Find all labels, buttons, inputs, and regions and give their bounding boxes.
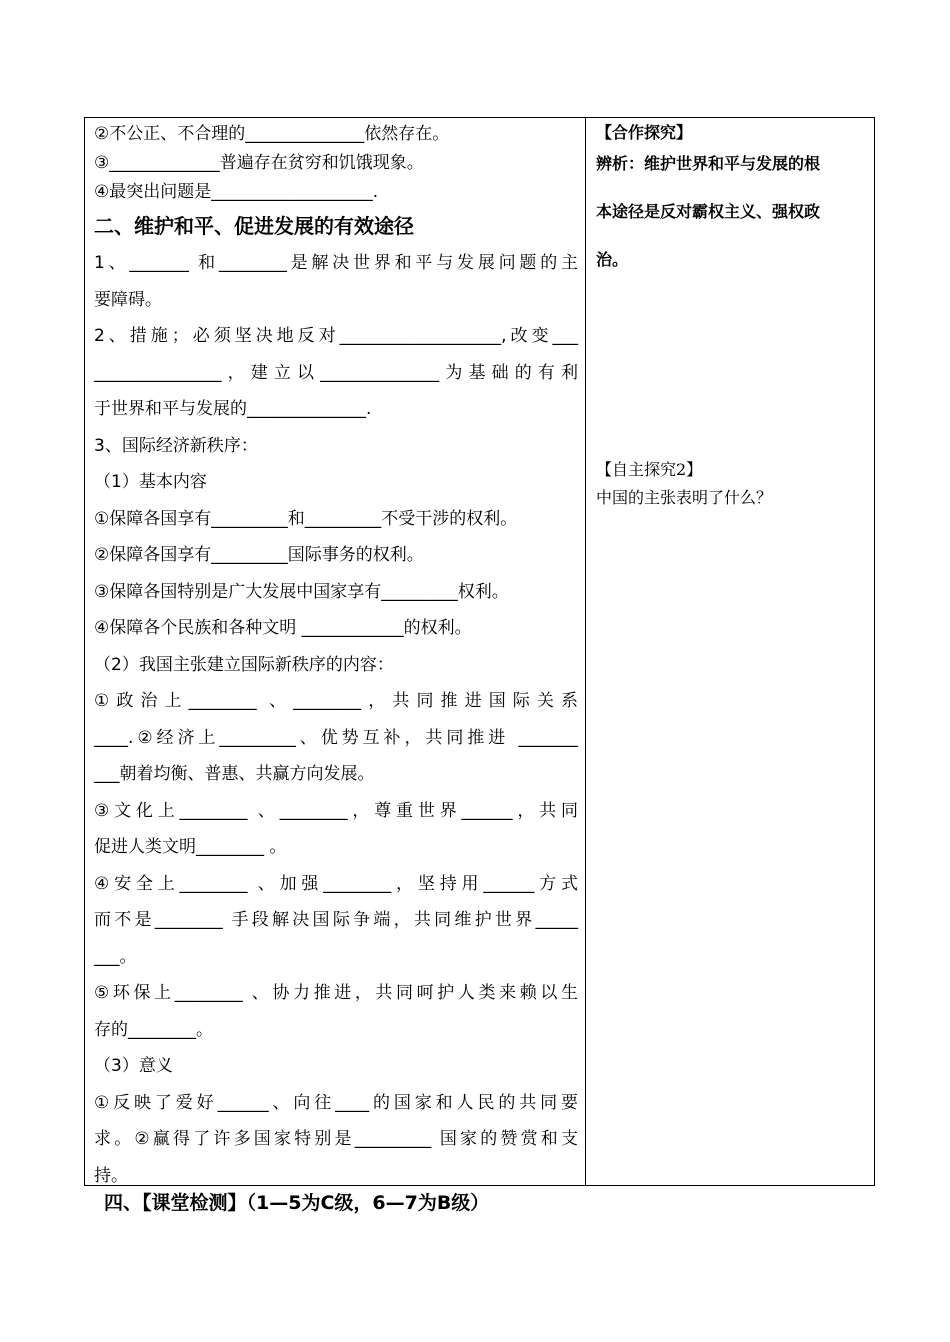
text-line: ___朝着均衡、普惠、共赢方向发展。 bbox=[94, 764, 375, 784]
self-question: 中国的主张表明了什么？ bbox=[596, 488, 773, 507]
footer-heading: 四、【课堂检测】（1—5为C级，6—7为B级） bbox=[104, 1192, 490, 1214]
text-line: ③保障各国特别是广大发展中国家享有_________权利。 bbox=[94, 581, 509, 602]
text-line: 促进人类文明________ 。 bbox=[94, 837, 287, 857]
text-line: ③文化上________ 、________，尊重世界______，共同 bbox=[94, 800, 578, 821]
text-line: 求。②赢得了许多国家特别是_________ 国家的赞赏和支 bbox=[94, 1129, 578, 1149]
coop-title: 【合作探究】 bbox=[596, 123, 693, 142]
text-line: 1、_______ 和________是解决世界和平与发展问题的主 bbox=[94, 253, 578, 273]
text-line: （3）意义 bbox=[94, 1056, 173, 1076]
text-line: ②保障各国享有_________国际事务的权利。 bbox=[94, 545, 424, 565]
text-line: 2、措施；必须坚决地反对___________________,改变___ bbox=[94, 326, 578, 346]
coop-line: 本途径是反对霸权主义、强权政 bbox=[596, 202, 821, 221]
text-line: _______________，建立以______________为基础的有利 bbox=[94, 362, 578, 383]
coop-line: 辨析：维护世界和平与发展的根 bbox=[596, 154, 821, 173]
column-divider bbox=[585, 117, 586, 1186]
text-line: （1）基本内容 bbox=[94, 472, 207, 492]
text-line: ①反映了爱好______、向往____的国家和人民的共同要 bbox=[94, 1092, 578, 1113]
text-line: ④安全上________ 、加强________，坚持用______方式 bbox=[94, 873, 578, 894]
text-line: ④最突出问题是___________________. bbox=[94, 182, 379, 202]
text-line: ①保障各国享有_________和_________不受干涉的权利。 bbox=[94, 508, 518, 529]
text-line: ④保障各个民族和各种文明 ____________的权利。 bbox=[94, 618, 472, 638]
text-line: ②不公正、不合理的______________依然存在。 bbox=[94, 124, 450, 144]
text-line: ⑤环保上________ 、协力推进，共同呵护人类来赖以生 bbox=[94, 983, 578, 1003]
text-line: 持。 bbox=[94, 1165, 128, 1186]
text-line: 而不是________ 手段解决国际争端，共同维护世界_____ bbox=[94, 910, 578, 930]
left-column bbox=[94, 120, 578, 1194]
section-title: 二、维护和平、促进发展的有效途径 bbox=[94, 214, 414, 238]
text-line: 3、国际经济新秩序： bbox=[94, 435, 258, 456]
text-line: 要障碍。 bbox=[94, 289, 162, 310]
text-line: （2）我国主张建立国际新秩序的内容： bbox=[94, 654, 394, 675]
text-line: 于世界和平与发展的______________. bbox=[94, 399, 372, 419]
text-line: ①政治上________ 、________，共同推进国际关系 bbox=[94, 691, 578, 711]
self-title: 【自主探究2】 bbox=[596, 460, 703, 479]
right-column bbox=[596, 120, 868, 512]
coop-line: 治。 bbox=[596, 250, 629, 269]
text-line: ③_____________普遍存在贫穷和饥饿现象。 bbox=[94, 153, 424, 173]
text-line: ___。 bbox=[94, 946, 137, 967]
text-line: 存的________。 bbox=[94, 1019, 213, 1040]
text-line: ____.②经济上_________、优势互补，共同推进 _______ bbox=[94, 727, 578, 748]
